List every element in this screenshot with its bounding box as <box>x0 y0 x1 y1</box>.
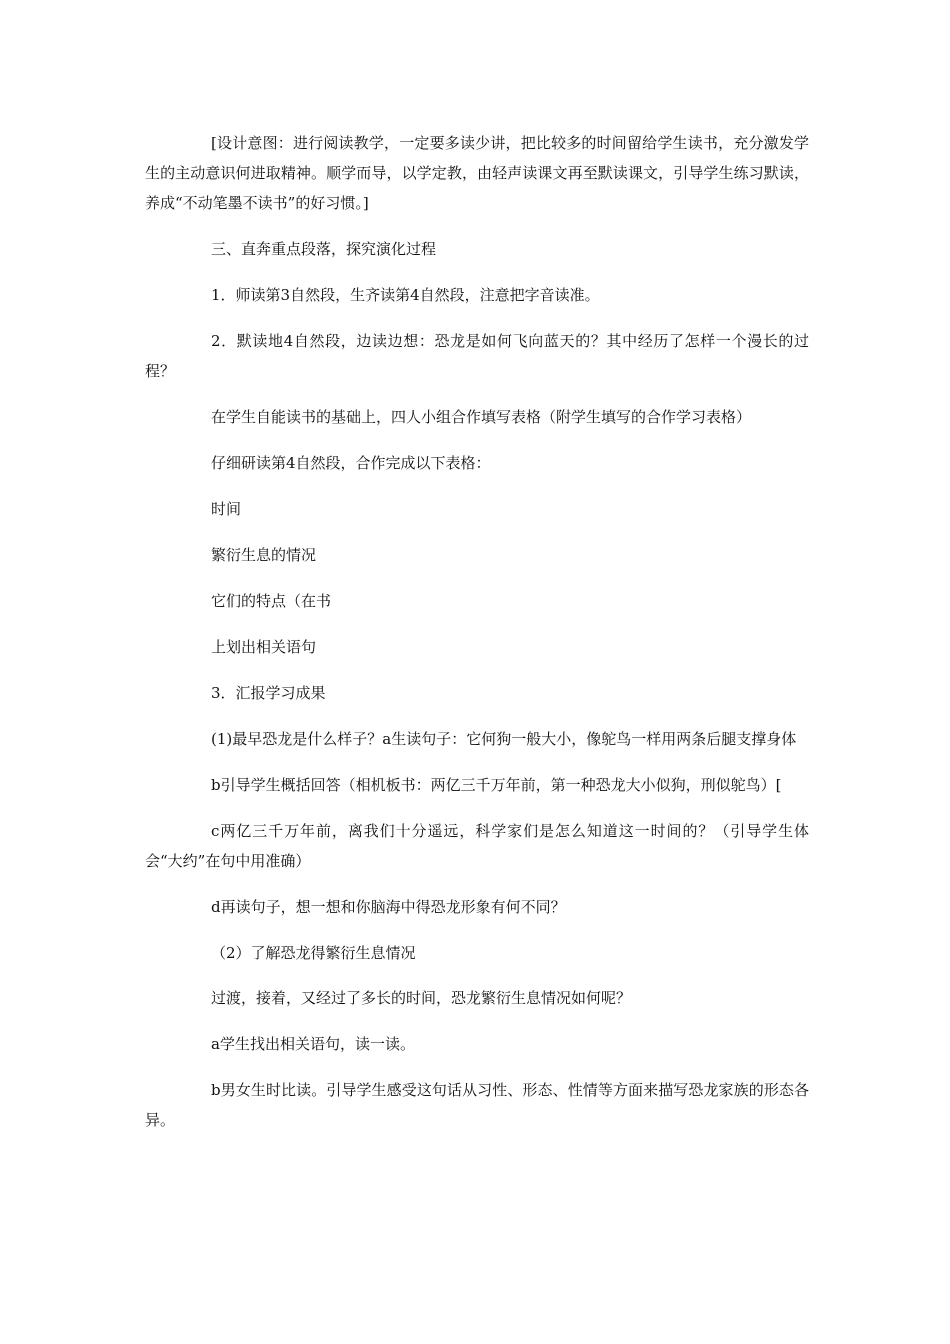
time-question-paragraph: c两亿三千万年前，离我们十分遥远，科学家们是怎么知道这一时间的？（引导学生体会“大约”在句中用准确） <box>145 822 809 870</box>
section-heading: 三、直奔重点段落，探究演化过程 <box>211 240 437 258</box>
document-body <box>145 128 809 1151</box>
table-item-underline: 上划出相关语句 <box>211 638 317 656</box>
transition-paragraph: 过渡，接着，又经过了多长的时间，恐龙繁衍生息情况如何呢？ <box>211 989 632 1007</box>
comparative-reading-paragraph: b男女生时比读。引导学生感受这句话从习性、形态、性情等方面来描写恐龙家族的形态各异。 <box>145 1081 809 1129</box>
step-1-paragraph: 1．师读第3自然段，生齐读第4自然段，注意把字音读准。 <box>211 286 600 304</box>
group-work-paragraph: 在学生自能读书的基础上，四人小组合作填写表格（附学生填写的合作学习表格） <box>211 408 752 426</box>
table-item-time: 时间 <box>211 500 242 518</box>
table-instruction-paragraph: 仔细研读第4自然段，合作完成以下表格： <box>211 454 491 472</box>
design-intent-paragraph: [设计意图：进行阅读教学，一定要多读少讲，把比较多的时间留给学生读书，充分激发学生的主动意识何进取精神。顺学而导，以学定教，由轻声读课文再至默读课文，引导学生练习默读，养成“不动笔墨不读书”的好习惯。] <box>145 134 809 212</box>
reread-paragraph: d再读句子，想一想和你脑海中得恐龙形象有何不同？ <box>211 898 566 916</box>
subsection-heading: （2）了解恐龙得繁衍生息情况 <box>211 944 416 962</box>
summary-answer-paragraph: b引导学生概括回答（相机板书：两亿三千万年前，第一种恐龙大小似狗，刑似鸵鸟）[ <box>211 776 782 794</box>
step-3-paragraph: 3．汇报学习成果 <box>211 684 326 702</box>
earliest-dinosaur-paragraph: (1)最早恐龙是什么样子？a生读句子：它何狗一般大小，像鸵鸟一样用两条后腿支撑身体 <box>211 730 797 748</box>
find-sentences-paragraph: a学生找出相关语句，读一读。 <box>211 1035 415 1053</box>
table-item-features: 它们的特点（在书 <box>211 592 332 610</box>
table-item-reproduction: 繁衍生息的情况 <box>211 546 317 564</box>
step-2-paragraph: 2．默读地4自然段，边读边想：恐龙是如何飞向蓝天的？其中经历了怎样一个漫长的过程？ <box>145 332 809 380</box>
